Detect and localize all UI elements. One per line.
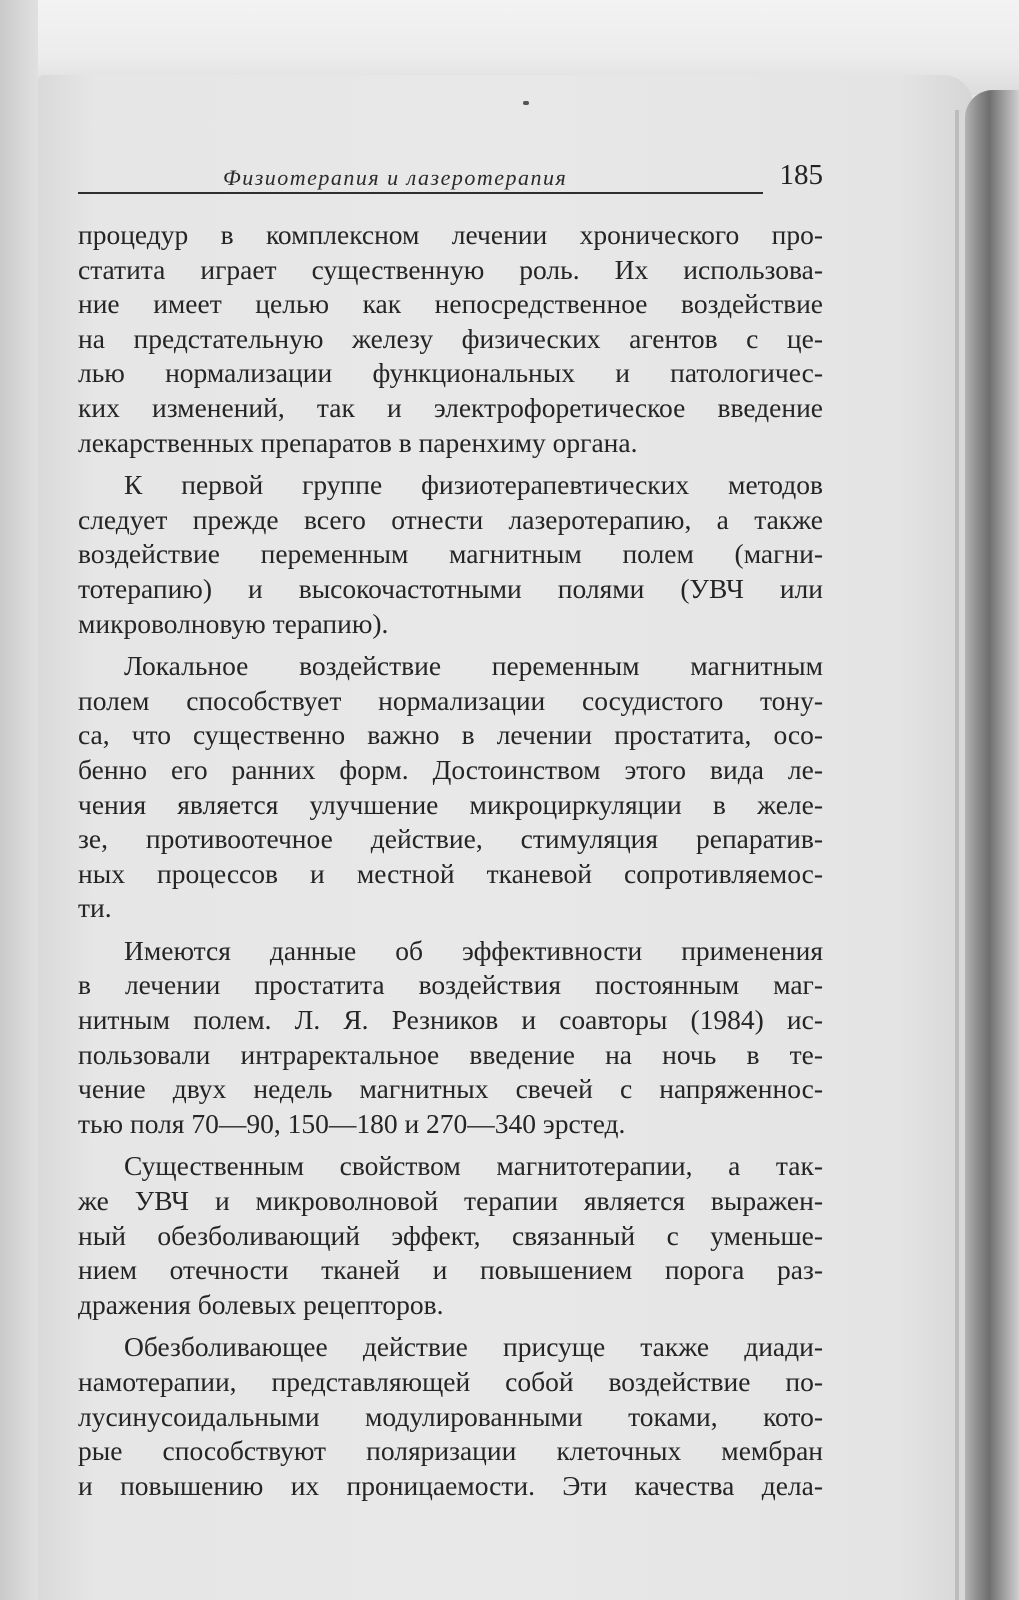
text-line: и повышению их проницаемости. Эти качества дела- bbox=[78, 1469, 823, 1501]
text-line: К первой группе физиотерапевтических методов bbox=[124, 469, 823, 501]
text-line: бенно его ранних форм. Достоинством этого вида ле- bbox=[78, 753, 823, 785]
text-line: дражения болевых рецепторов. bbox=[78, 1288, 444, 1320]
text-line: полем способствует нормализации сосудистого тону- bbox=[78, 684, 823, 716]
text-line: ние имеет целью как непосредственное воздействие bbox=[78, 288, 823, 320]
text-line: пользовали интраректальное введение на ночь в те- bbox=[78, 1038, 823, 1070]
text-line: процедур в комплексном лечении хронического про- bbox=[78, 219, 823, 250]
header-rule bbox=[78, 192, 763, 194]
text-line: следует прежде всего отнести лазеротерапию, а также bbox=[78, 503, 823, 535]
paragraph bbox=[78, 1330, 823, 1503]
paragraph bbox=[78, 218, 823, 460]
body-text bbox=[78, 218, 823, 1503]
text-line: чение двух недель магнитных свечей с напряженнос- bbox=[78, 1073, 823, 1105]
paragraph bbox=[78, 468, 823, 641]
text-line: же УВЧ и микроволновой терапии является выражен- bbox=[78, 1185, 823, 1217]
text-line: на предстательную железу физических агентов с це- bbox=[78, 322, 823, 354]
text-line: Имеются данные об эффективности применения bbox=[124, 934, 823, 966]
paragraph bbox=[78, 649, 823, 926]
text-line: намотерапии, представляющей собой воздействие по- bbox=[78, 1366, 823, 1397]
text-line: ких изменений, так и электрофоретическое введение bbox=[78, 391, 823, 423]
text-line: Обезболивающее действие присуще также диади- bbox=[124, 1331, 823, 1363]
text-line: тотерапию) и высокочастотными полями (УВЧ или bbox=[78, 572, 823, 604]
text-line: Локальное воздействие переменным магнитным bbox=[124, 650, 823, 682]
text-line: са, что существенно важно в лечении простатита, осо- bbox=[78, 719, 823, 751]
text-line: рые способствуют поляризации клеточных мембран bbox=[78, 1435, 823, 1467]
text-line: нием отечности тканей и повышением порога раз- bbox=[78, 1254, 823, 1286]
text-line: в лечении простатита воздействия постоянным маг- bbox=[78, 969, 823, 1001]
text-line: Существенным свойством магнитотерапии, а так- bbox=[124, 1150, 823, 1182]
text-line: нитным полем. Л. Я. Резников и соавторы (1984) ис- bbox=[78, 1004, 823, 1036]
print-speck bbox=[523, 101, 529, 105]
text-line: ных процессов и местной тканевой сопротивляемос- bbox=[78, 857, 823, 889]
page-number: 185 bbox=[779, 159, 823, 191]
text-line: воздействие переменным магнитным полем (магни- bbox=[78, 538, 823, 570]
paragraph bbox=[78, 1149, 823, 1322]
text-line: тью поля 70—90, 150—180 и 270—340 эрстед. bbox=[78, 1107, 626, 1139]
text-line: чения является улучшение микроциркуляции в желе- bbox=[78, 788, 823, 820]
text-line: лусинусоидальными модулированными токами, кото- bbox=[78, 1400, 823, 1432]
page-edge-shadow bbox=[965, 90, 1019, 1600]
running-title: Физиотерапия и лазеротерапия bbox=[223, 165, 568, 190]
scan-background-left bbox=[0, 0, 38, 1600]
text-line: ти. bbox=[78, 892, 112, 924]
text-line: зе, противоотечное действие, стимуляция репаратив- bbox=[78, 823, 823, 855]
text-line: микроволновую терапию). bbox=[78, 607, 389, 639]
running-header bbox=[78, 159, 823, 205]
text-line: лью нормализации функциональных и патологичес- bbox=[78, 357, 823, 389]
text-line: ный обезболивающий эффект, связанный с уменьше- bbox=[78, 1219, 823, 1251]
page-fold-line bbox=[955, 110, 959, 1600]
text-line: статита играет существенную роль. Их использова- bbox=[78, 253, 823, 285]
paragraph bbox=[78, 934, 823, 1142]
text-line: лекарственных препаратов в паренхиму органа. bbox=[78, 426, 638, 458]
